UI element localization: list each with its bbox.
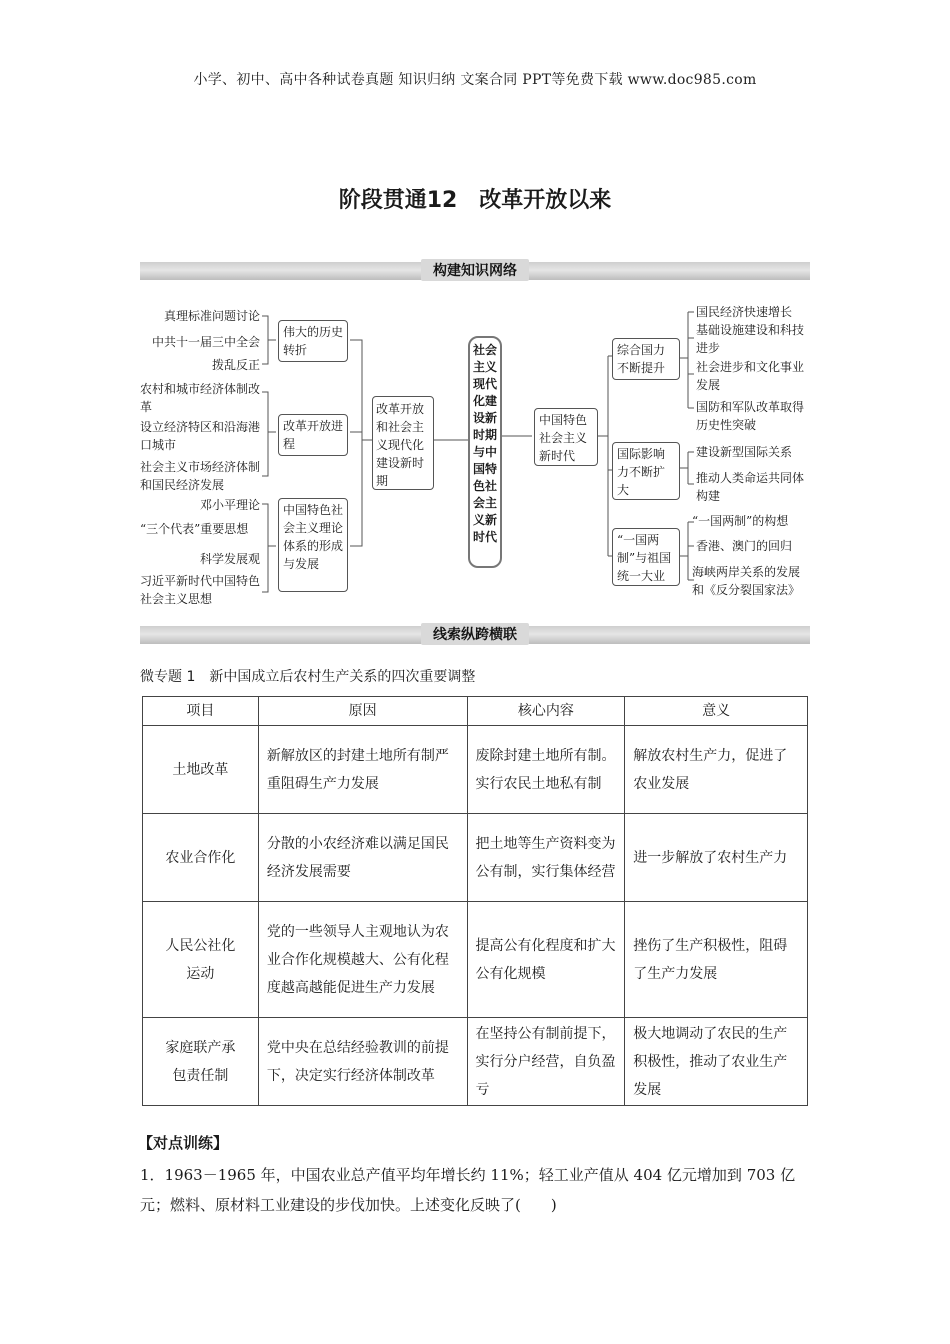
table-cell: 家庭联产承包责任制: [143, 1018, 259, 1106]
table-row: [143, 726, 808, 814]
mindmap-center: 社会主义现代化建设新时期与中国特色社会主义新时代: [468, 336, 502, 568]
table-header-cell: 项目: [143, 697, 259, 726]
table-cell: 农业合作化: [143, 814, 259, 902]
mindmap-left-item: 设立经济特区和沿海港口城市: [140, 420, 261, 452]
table-header-cell: 意义: [625, 697, 808, 726]
table-cell: 党的一些领导人主观地认为农业合作化规模越大、公有化程度越高越能促进生产力发展: [258, 902, 467, 1018]
table-row: [143, 814, 808, 902]
micro-topic-title: 微专题 1 新中国成立后农村生产关系的四次重要调整: [140, 669, 476, 685]
mindmap-left-item: 真理标准问题讨论: [163, 309, 260, 323]
mindmap-right-item: “一国两制”的构想: [692, 514, 789, 528]
page-title: 阶段贯通12 改革开放以来: [338, 188, 612, 213]
table-cell: 在坚持公有制前提下，实行分户经营，自负盈亏: [467, 1018, 625, 1106]
mindmap-left-hub: 改革开放和社会主义现代化建设新时期: [372, 396, 434, 490]
table-cell: 人民公社化运动: [143, 902, 259, 1018]
table-row: [143, 902, 808, 1018]
mindmap-left-item: “三个代表”重要思想: [140, 522, 249, 536]
question-1: 1．1963－1965 年，中国农业总产值平均年增长约 11%；轻工业产值从 404 亿元增加到 703 亿元；燃料、原材料工业建设的步伐加快。上述变化反映了( ): [140, 1166, 796, 1214]
table-cell: 废除封建土地所有制。实行农民土地私有制: [467, 726, 625, 814]
mindmap-left-group: 伟大的历史转折: [278, 320, 348, 362]
mindmap-left-item: 农村和城市经济体制改革: [140, 382, 261, 414]
table-cell: 分散的小农经济难以满足国民经济发展需要: [258, 814, 467, 902]
mindmap-right-item: 建设新型国际关系: [696, 445, 793, 459]
table-header-cell: 核心内容: [467, 697, 625, 726]
table-cell: 新解放区的封建土地所有制严重阻碍生产力发展: [258, 726, 467, 814]
section-band-clues: [140, 626, 810, 644]
table-cell: 极大地调动了农民的生产积极性，推动了农业生产发展: [625, 1018, 808, 1106]
table-cell: 把土地等生产资料变为公有制，实行集体经营: [467, 814, 625, 902]
mindmap-left-item: 邓小平理论: [199, 498, 260, 512]
adjustments-table: [142, 696, 808, 1106]
section-title-network: 构建知识网络: [421, 259, 529, 281]
mindmap-left-group: 改革开放进程: [278, 414, 348, 456]
table-cell: 提高公有化程度和扩大公有化规模: [467, 902, 625, 1018]
mindmap-left-group: 中国特色社会主义理论体系的形成与发展: [278, 498, 348, 592]
table-cell: 进一步解放了农村生产力: [625, 814, 808, 902]
table-cell: 土地改革: [143, 726, 259, 814]
mindmap-right-hub: 中国特色社会主义新时代: [534, 408, 598, 466]
mindmap-left-item: 社会主义市场经济体制和国民经济发展: [140, 460, 261, 492]
table-cell: 挫伤了生产积极性，阻碍了生产力发展: [625, 902, 808, 1018]
mindmap-left-item: 习近平新时代中国特色社会主义思想: [140, 574, 261, 606]
practice-heading: 【对点训练】: [138, 1134, 229, 1152]
mindmap-right-item: 海峡两岸关系的发展和《反分裂国家法》: [692, 565, 801, 597]
mindmap-right-item: 香港、澳门的回归: [696, 539, 793, 553]
mindmap-right-item: 基础设施建设和科技进步: [696, 323, 805, 355]
mindmap-right-group: 国际影响力不断扩大: [612, 442, 680, 500]
section-title-clues: 线索纵跨横联: [421, 623, 529, 645]
table-cell: 党中央在总结经验教训的前提下，决定实行经济体制改革: [258, 1018, 467, 1106]
mindmap-right-item: 推动人类命运共同体构建: [696, 471, 805, 503]
mindmap-right-item: 国防和军队改革取得历史性突破: [696, 400, 805, 432]
mindmap-right-item: 社会进步和文化事业发展: [696, 360, 805, 392]
mindmap-left-item: 拨乱反正: [211, 358, 260, 372]
table-header-row: [143, 697, 808, 726]
table-cell: 解放农村生产力，促进了农业发展: [625, 726, 808, 814]
mindmap-right-group: 综合国力不断提升: [612, 338, 680, 380]
mindmap-right-group: “一国两制”与祖国统一大业: [612, 528, 680, 586]
mindmap-left-item: 中共十一届三中全会: [151, 335, 260, 349]
mindmap-right-item: 国民经济快速增长: [696, 305, 793, 319]
mindmap-left-item: 科学发展观: [199, 552, 260, 566]
table-header-cell: 原因: [258, 697, 467, 726]
table-row: [143, 1018, 808, 1106]
page-header: 小学、初中、高中各种试卷真题 知识归纳 文案合同 PPT等免费下载 www.doc985.com: [193, 72, 757, 88]
